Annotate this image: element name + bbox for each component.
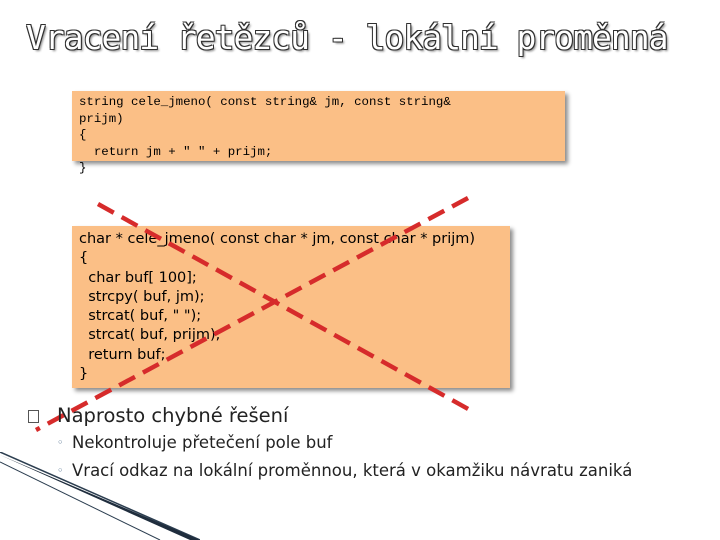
cross-line-1 [98, 204, 470, 410]
main-bullet-text: Naprosto chybné řešení [57, 404, 289, 427]
sub-bullet-1-text: Nekontroluje přetečení pole buf [72, 433, 333, 452]
circle-bullet-icon: ◦ [57, 464, 64, 477]
code-snippet-string: string cele_jmeno( const string& jm, const string& prijm) { return jm + " " + prijm; } [79, 95, 451, 175]
sub-bullet-2-text: Vrací odkaz na lokální proměnnou, která v okamžiku návratu zaniká [72, 461, 633, 480]
code-snippet-char: char * cele_jmeno( const char * jm, const char * prijm) { char buf[ 100]; strcpy( buf, jm); strcat( buf, " "); strcat( buf, prijm); return buf; } [79, 231, 476, 383]
sub-bullet-1 [57, 433, 333, 452]
slide-title: Vracení řetězců - lokální proměnná [26, 18, 668, 57]
checkbox-bullet-icon [28, 410, 39, 423]
cross-line-2 [36, 198, 468, 430]
circle-bullet-icon: ◦ [57, 436, 64, 449]
decorative-corner-lines [0, 452, 200, 540]
